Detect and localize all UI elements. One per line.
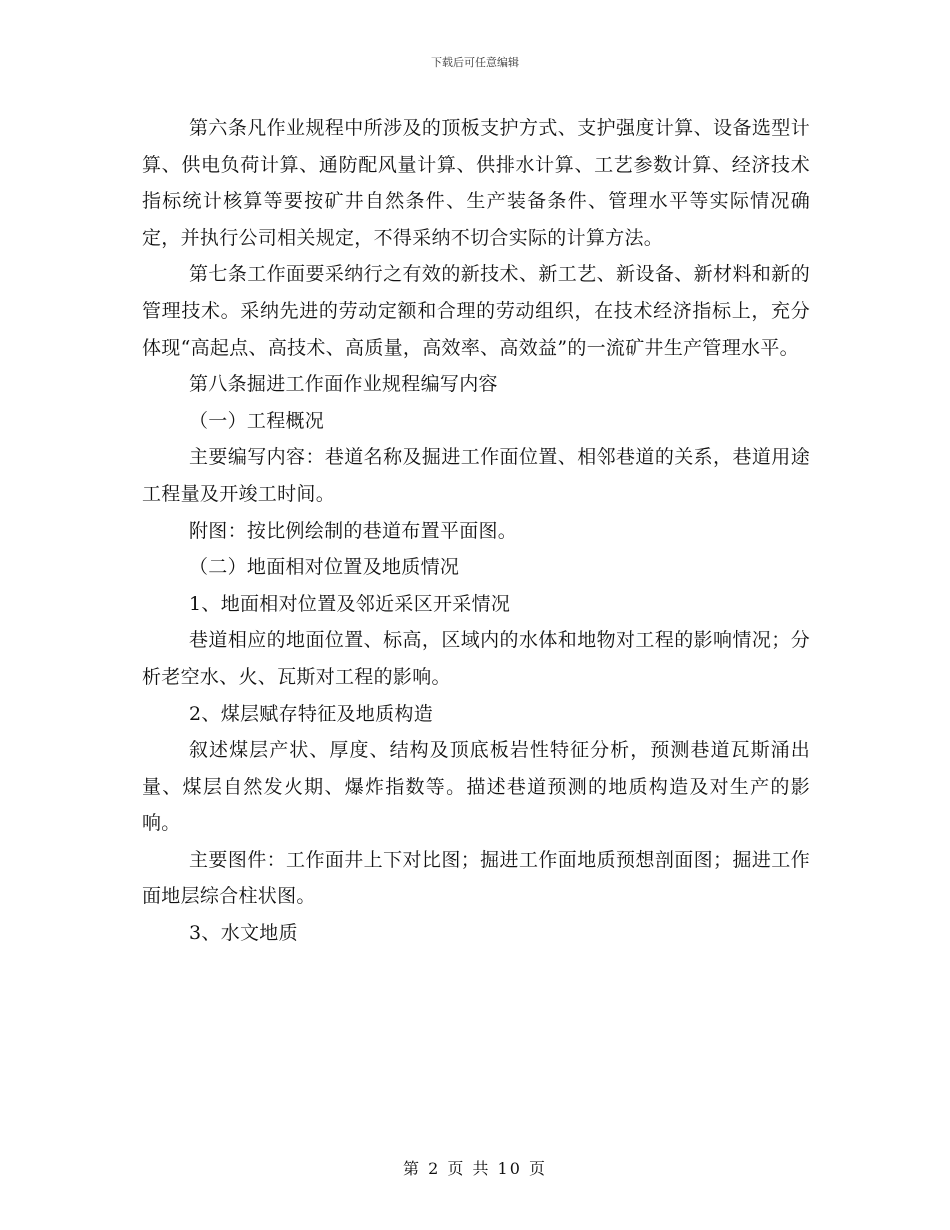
paragraph-ground-position: 巷道相应的地面位置、标高，区域内的水体和地物对工程的影响情况；分析老空水、火、瓦斯对工程的影响。 xyxy=(142,629,810,688)
paragraph-main-figures: 主要图件：工作面井上下对比图；掘进工作面地质预想剖面图；掘进工作面地层综合柱状图。 xyxy=(142,848,810,908)
paragraph-coal-seam: 叙述煤层产状、厚度、结构及顶底板岩性特征分析，预测巷道瓦斯涌出量、煤层自然发火期、爆炸指数等。描述巷道预测的地质构造及对生产的影响。 xyxy=(142,739,810,835)
subsection-heading-2: 2、煤层赋存特征及地质构造 xyxy=(189,702,433,725)
section-heading-project-overview: （一）工程概况 xyxy=(189,409,325,432)
page-footer: 第 2 页 共 10 页 xyxy=(403,1159,547,1178)
page-header: 下载后可任意编辑 xyxy=(431,56,519,69)
subsection-heading-1: 1、地面相对位置及邻近采区开采情况 xyxy=(189,592,511,615)
paragraph-attached-figure: 附图：按比例绘制的巷道布置平面图。 xyxy=(189,519,518,542)
paragraph-article-6: 第六条凡作业规程中所涉及的顶板支护方式、支护强度计算、设备选型计算、供电负荷计算、通防配风量计算、供排水计算、工艺参数计算、经济技术指标统计核算等要按矿井自然条件、生产装备条件、管理水平等实际情况确定，并执行公司相关规定，不得采纳不切合实际的计算方法。 xyxy=(142,117,810,249)
document-body xyxy=(142,110,810,952)
section-heading-ground-geology: （二）地面相对位置及地质情况 xyxy=(189,556,460,579)
paragraph-article-8-heading: 第八条掘进工作面作业规程编写内容 xyxy=(189,373,498,396)
subsection-heading-3: 3、水文地质 xyxy=(189,922,298,945)
paragraph-article-7: 第七条工作面要采纳行之有效的新技术、新工艺、新设备、新材料和新的管理技术。采纳先进的劳动定额和合理的劳动组织，在技术经济指标上，充分体现“高起点、高技术、高质量，高效率、高效益”的一流矿井生产管理水平。 xyxy=(142,263,810,359)
paragraph-main-content: 主要编写内容：巷道名称及掘进工作面位置、相邻巷道的关系，巷道用途工程量及开竣工时间。 xyxy=(142,446,810,505)
